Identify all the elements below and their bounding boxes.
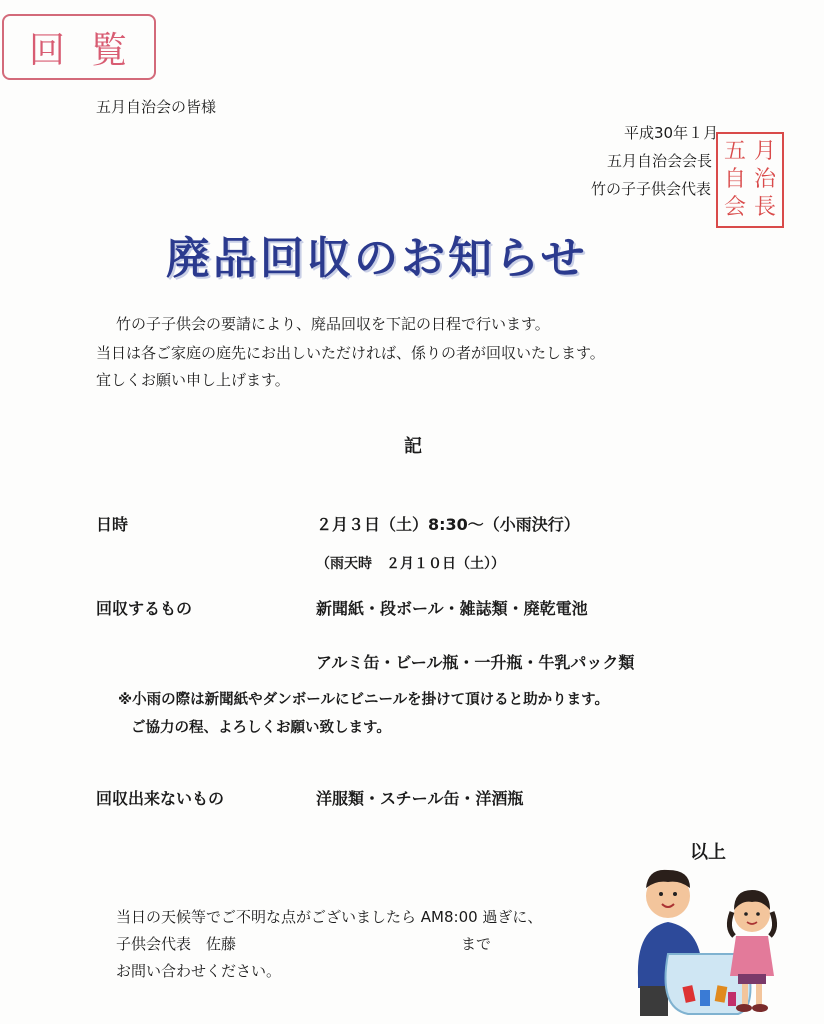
seal-char: 月 xyxy=(753,139,776,164)
stamp-char-right: 覧 xyxy=(91,29,130,71)
schedule-value: ２月３日（土）8:30～（小雨決行） xyxy=(316,515,580,534)
seal-char: 五 xyxy=(723,139,746,164)
schedule-label: 日時 xyxy=(96,515,129,534)
seal-char: 自 xyxy=(723,167,746,192)
sender-line-2: 竹の子子供会代表 xyxy=(591,180,712,198)
seal-char: 治 xyxy=(753,167,776,192)
intro-line-2: 当日は各ご家庭の庭先にお出しいただければ、係りの者が回収いたします。 xyxy=(96,344,605,362)
intro-line-1: 竹の子子供会の要請により、廃品回収を下記の日程で行います。 xyxy=(116,315,550,333)
collect-line-2: アルミ缶・ビール瓶・一升瓶・牛乳パック類 xyxy=(316,653,635,672)
ijou-closing: 以上 xyxy=(690,842,726,863)
issue-date: 平成30年１月 xyxy=(624,124,719,142)
seal-char: 会 xyxy=(723,195,746,220)
page-title: 廃品回収のお知らせ xyxy=(166,233,588,284)
rain-date: （雨天時 ２月１０日（土）） xyxy=(316,556,505,572)
collect-line-1: 新聞紙・段ボール・雑誌類・廃乾電池 xyxy=(316,599,588,618)
collect-label: 回収するもの xyxy=(96,599,193,618)
contact-line-2a: 子供会代表 佐藤 xyxy=(116,935,237,953)
not-collect-label: 回収出来ないもの xyxy=(96,789,225,808)
not-collect-value: 洋服類・スチール缶・洋酒瓶 xyxy=(316,789,524,808)
note-line-1: ※小雨の際は新聞紙やダンボールにビニールを掛けて頂けると助かります。 xyxy=(118,692,609,708)
girl-dress xyxy=(730,936,774,976)
contact-line-3: お問い合わせください。 xyxy=(116,962,282,980)
note-line-2: ご協力の程、よろしくお願い致します。 xyxy=(131,720,391,736)
intro-line-3: 宜しくお願い申し上げます。 xyxy=(96,371,290,389)
addressee: 五月自治会の皆様 xyxy=(96,98,217,116)
kairan-stamp xyxy=(2,14,156,80)
contact-line-1: 当日の天候等でご不明な点がございましたら AM8:00 過ぎに、 xyxy=(116,908,543,926)
sender-line-1: 五月自治会会長 xyxy=(607,152,713,170)
red-seal xyxy=(716,132,784,228)
seal-char: 長 xyxy=(753,195,776,220)
contact-line-2b: まで xyxy=(461,935,492,953)
stamp-char-left: 回 xyxy=(28,29,67,71)
recycling-illustration-icon xyxy=(628,858,808,1018)
ki-heading: 記 xyxy=(404,436,422,457)
man-pants xyxy=(640,986,668,1016)
